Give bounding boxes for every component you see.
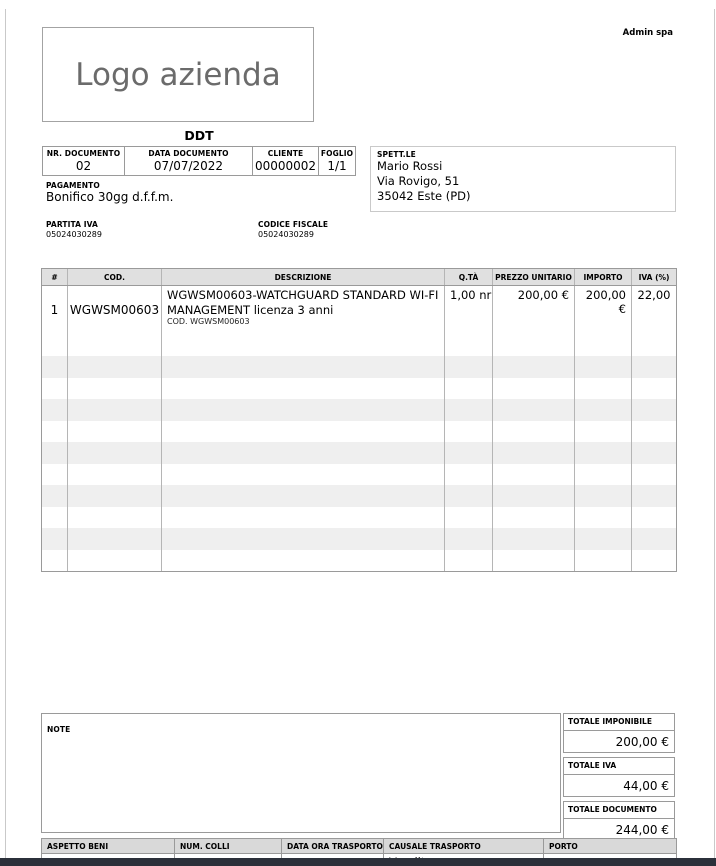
page-right-edge	[714, 9, 715, 866]
item-qty: 1,00 nr	[445, 286, 493, 335]
total-vat-value: 44,00 €	[563, 775, 675, 797]
company-name: Admin spa	[622, 28, 673, 38]
item-num: 1	[42, 286, 68, 335]
bottom-edge-bar	[0, 858, 716, 866]
client-label: CLIENTE	[267, 149, 304, 158]
col-header-vat: IVA (%)	[632, 269, 677, 286]
empty-item-row	[42, 421, 677, 443]
client-cell	[253, 147, 319, 175]
recipient-box	[370, 146, 676, 212]
item-amount: 200,00 €	[575, 286, 632, 335]
empty-item-row	[42, 378, 677, 400]
sheet-label: FOGLIO	[320, 149, 354, 158]
transport-header-row	[42, 839, 677, 854]
payment-value: Bonifico 30gg d.f.f.m.	[46, 190, 174, 204]
item-description-cell	[162, 286, 445, 335]
empty-item-row	[42, 442, 677, 464]
empty-item-row	[42, 335, 677, 357]
total-taxable-label: TOTALE IMPONIBILE	[563, 713, 675, 731]
col-header-qty: Q.TÀ	[445, 269, 493, 286]
document-type-title: DDT	[184, 128, 214, 143]
recipient-city: 35042 Este (PD)	[377, 189, 471, 203]
items-table	[41, 268, 677, 572]
fiscal-code-value: 05024030289	[258, 230, 314, 239]
totals-panel	[563, 713, 675, 845]
transport-col-datetime: DATA ORA TRASPORTO	[282, 839, 384, 854]
document-info-table	[42, 146, 356, 176]
doc-date-cell	[125, 147, 253, 175]
logo-placeholder-text: Logo azienda	[75, 56, 281, 93]
doc-date-value: 07/07/2022	[153, 159, 224, 173]
empty-item-row	[42, 507, 677, 529]
transport-col-reason: CAUSALE TRASPORTO	[384, 839, 544, 854]
empty-item-row	[42, 356, 677, 378]
item-unit-price: 200,00 €	[493, 286, 575, 335]
items-header-row	[42, 269, 677, 286]
empty-item-row	[42, 464, 677, 486]
total-vat-label: TOTALE IVA	[563, 757, 675, 775]
total-taxable-value: 200,00 €	[563, 731, 675, 753]
col-header-code: COD.	[68, 269, 162, 286]
notes-box	[41, 713, 561, 833]
item-description-code: COD. WGWSM00603	[167, 317, 250, 326]
doc-date-label: DATA DOCUMENTO	[148, 149, 229, 158]
page-left-edge	[5, 9, 6, 866]
total-taxable-group	[563, 713, 675, 753]
vat-number-label: PARTITA IVA	[46, 220, 98, 229]
recipient-label: SPETT.LE	[377, 150, 416, 159]
notes-label: NOTE	[47, 725, 71, 734]
recipient-street: Via Rovigo, 51	[377, 174, 460, 188]
total-document-label: TOTALE DOCUMENTO	[563, 801, 675, 819]
col-header-num: #	[42, 269, 68, 286]
doc-number-cell	[43, 147, 125, 175]
total-vat-group	[563, 757, 675, 797]
transport-col-packages: NUM. COLLI	[175, 839, 282, 854]
empty-item-row	[42, 528, 677, 550]
total-document-group	[563, 801, 675, 841]
vat-number-value: 05024030289	[46, 230, 102, 239]
item-vat: 22,00	[632, 286, 677, 335]
item-code: WGWSM00603	[68, 286, 162, 335]
empty-item-row	[42, 485, 677, 507]
item-row	[42, 286, 677, 335]
doc-number-value: 02	[75, 159, 92, 173]
payment-label: PAGAMENTO	[46, 181, 100, 190]
sheet-value: 1/1	[327, 159, 347, 173]
client-value: 00000002	[254, 159, 317, 173]
transport-col-port: PORTO	[544, 839, 677, 854]
sheet-cell	[319, 147, 355, 175]
empty-item-row	[42, 399, 677, 421]
col-header-description: DESCRIZIONE	[162, 269, 445, 286]
fiscal-code-label: CODICE FISCALE	[258, 220, 329, 229]
total-document-value: 244,00 €	[563, 819, 675, 841]
doc-number-label: NR. DOCUMENTO	[46, 149, 121, 158]
company-logo-placeholder	[42, 27, 314, 122]
col-header-unit-price: PREZZO UNITARIO	[493, 269, 575, 286]
empty-item-row	[42, 550, 677, 572]
item-description: WGWSM00603-WATCHGUARD STANDARD WI-FI MANAGEMENT licenza 3 anni	[167, 288, 439, 317]
transport-col-goods-appearance: ASPETTO BENI	[42, 839, 175, 854]
recipient-name: Mario Rossi	[377, 159, 443, 173]
col-header-amount: IMPORTO	[575, 269, 632, 286]
items-body	[42, 286, 677, 572]
